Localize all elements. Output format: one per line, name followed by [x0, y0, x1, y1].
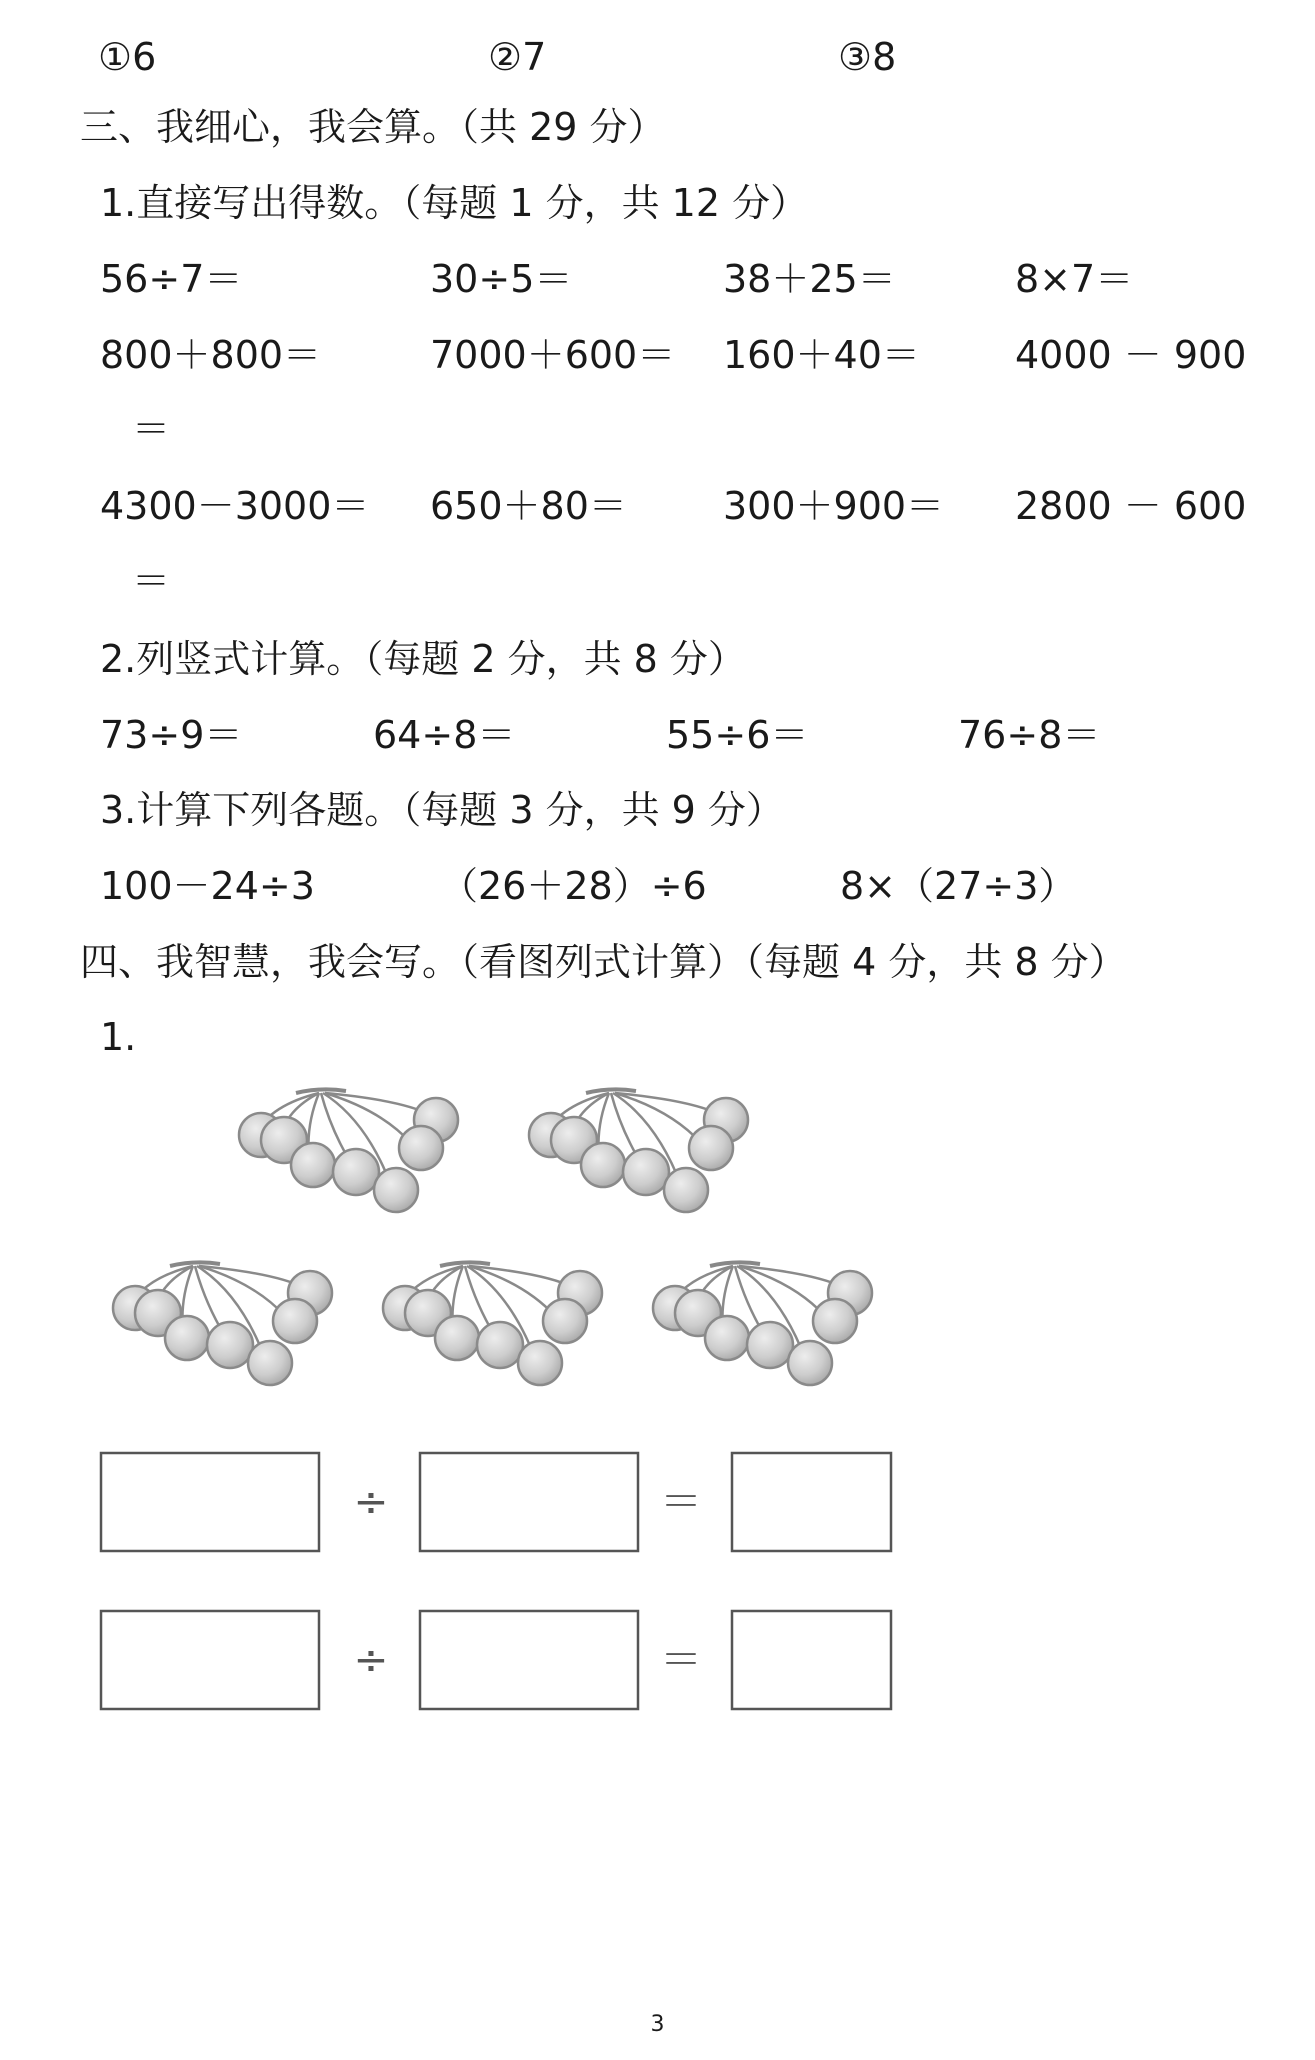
- choice-1: ①6: [98, 35, 157, 79]
- cherry-bunch: [383, 1262, 602, 1385]
- q1-title: 1.直接写出得数。（每题 1 分，共 12 分）: [100, 181, 809, 225]
- section4-title: 四、我智慧，我会写。（看图列式计算）（每题 4 分，共 8 分）: [80, 940, 1127, 984]
- section3-title: 三、我细心，我会算。（共 29 分）: [80, 105, 666, 149]
- vertical-calc-item: 64÷8＝: [373, 713, 516, 757]
- q3-title: 3.计算下列各题。（每题 3 分，共 9 分）: [100, 788, 784, 832]
- choice-2: ②7: [488, 35, 547, 79]
- calc-item: 650＋80＝: [430, 484, 627, 528]
- vertical-calc-item: 55÷6＝: [666, 713, 809, 757]
- cherry-bunch: [239, 1089, 458, 1212]
- expression-item: （26＋28）÷6: [440, 864, 707, 908]
- calc-item-wrap: ＝: [132, 559, 171, 603]
- answer-box[interactable]: [101, 1453, 319, 1551]
- calc-item: 2800 － 600: [1015, 484, 1247, 528]
- calc-item: 300＋900＝: [723, 484, 945, 528]
- choice-3: ③8: [838, 35, 897, 79]
- equals-sign: ＝: [659, 1477, 703, 1526]
- expression-item: 100－24÷3: [100, 864, 315, 908]
- cherry-bunch: [529, 1089, 748, 1212]
- equals-sign: ＝: [659, 1635, 703, 1684]
- expression-item: 8×（27÷3）: [840, 864, 1077, 908]
- answer-box[interactable]: [420, 1453, 638, 1551]
- page-number: 3: [650, 2012, 665, 2037]
- answer-box[interactable]: [420, 1611, 638, 1709]
- vertical-calc-item: 73÷9＝: [100, 713, 243, 757]
- divide-sign: ÷: [353, 1635, 389, 1684]
- calc-item: 8×7＝: [1015, 257, 1134, 301]
- calc-item: 4300－3000＝: [100, 484, 370, 528]
- calc-item: 38＋25＝: [723, 257, 896, 301]
- answer-box[interactable]: [101, 1611, 319, 1709]
- calc-item: 7000＋600＝: [430, 333, 676, 377]
- q4-1-label: 1.: [100, 1015, 137, 1059]
- calc-item: 56÷7＝: [100, 257, 243, 301]
- calc-item: 160＋40＝: [723, 333, 920, 377]
- answer-box[interactable]: [732, 1453, 891, 1551]
- cherry-bunch: [113, 1262, 332, 1385]
- calc-item-wrap: ＝: [132, 407, 171, 451]
- q2-title: 2.列竖式计算。（每题 2 分，共 8 分）: [100, 637, 746, 681]
- divide-sign: ÷: [353, 1477, 389, 1526]
- answer-box[interactable]: [732, 1611, 891, 1709]
- calc-item: 30÷5＝: [430, 257, 573, 301]
- calc-item: 800＋800＝: [100, 333, 322, 377]
- calc-item: 4000 － 900: [1015, 333, 1247, 377]
- vertical-calc-item: 76÷8＝: [958, 713, 1101, 757]
- cherry-bunch: [653, 1262, 872, 1385]
